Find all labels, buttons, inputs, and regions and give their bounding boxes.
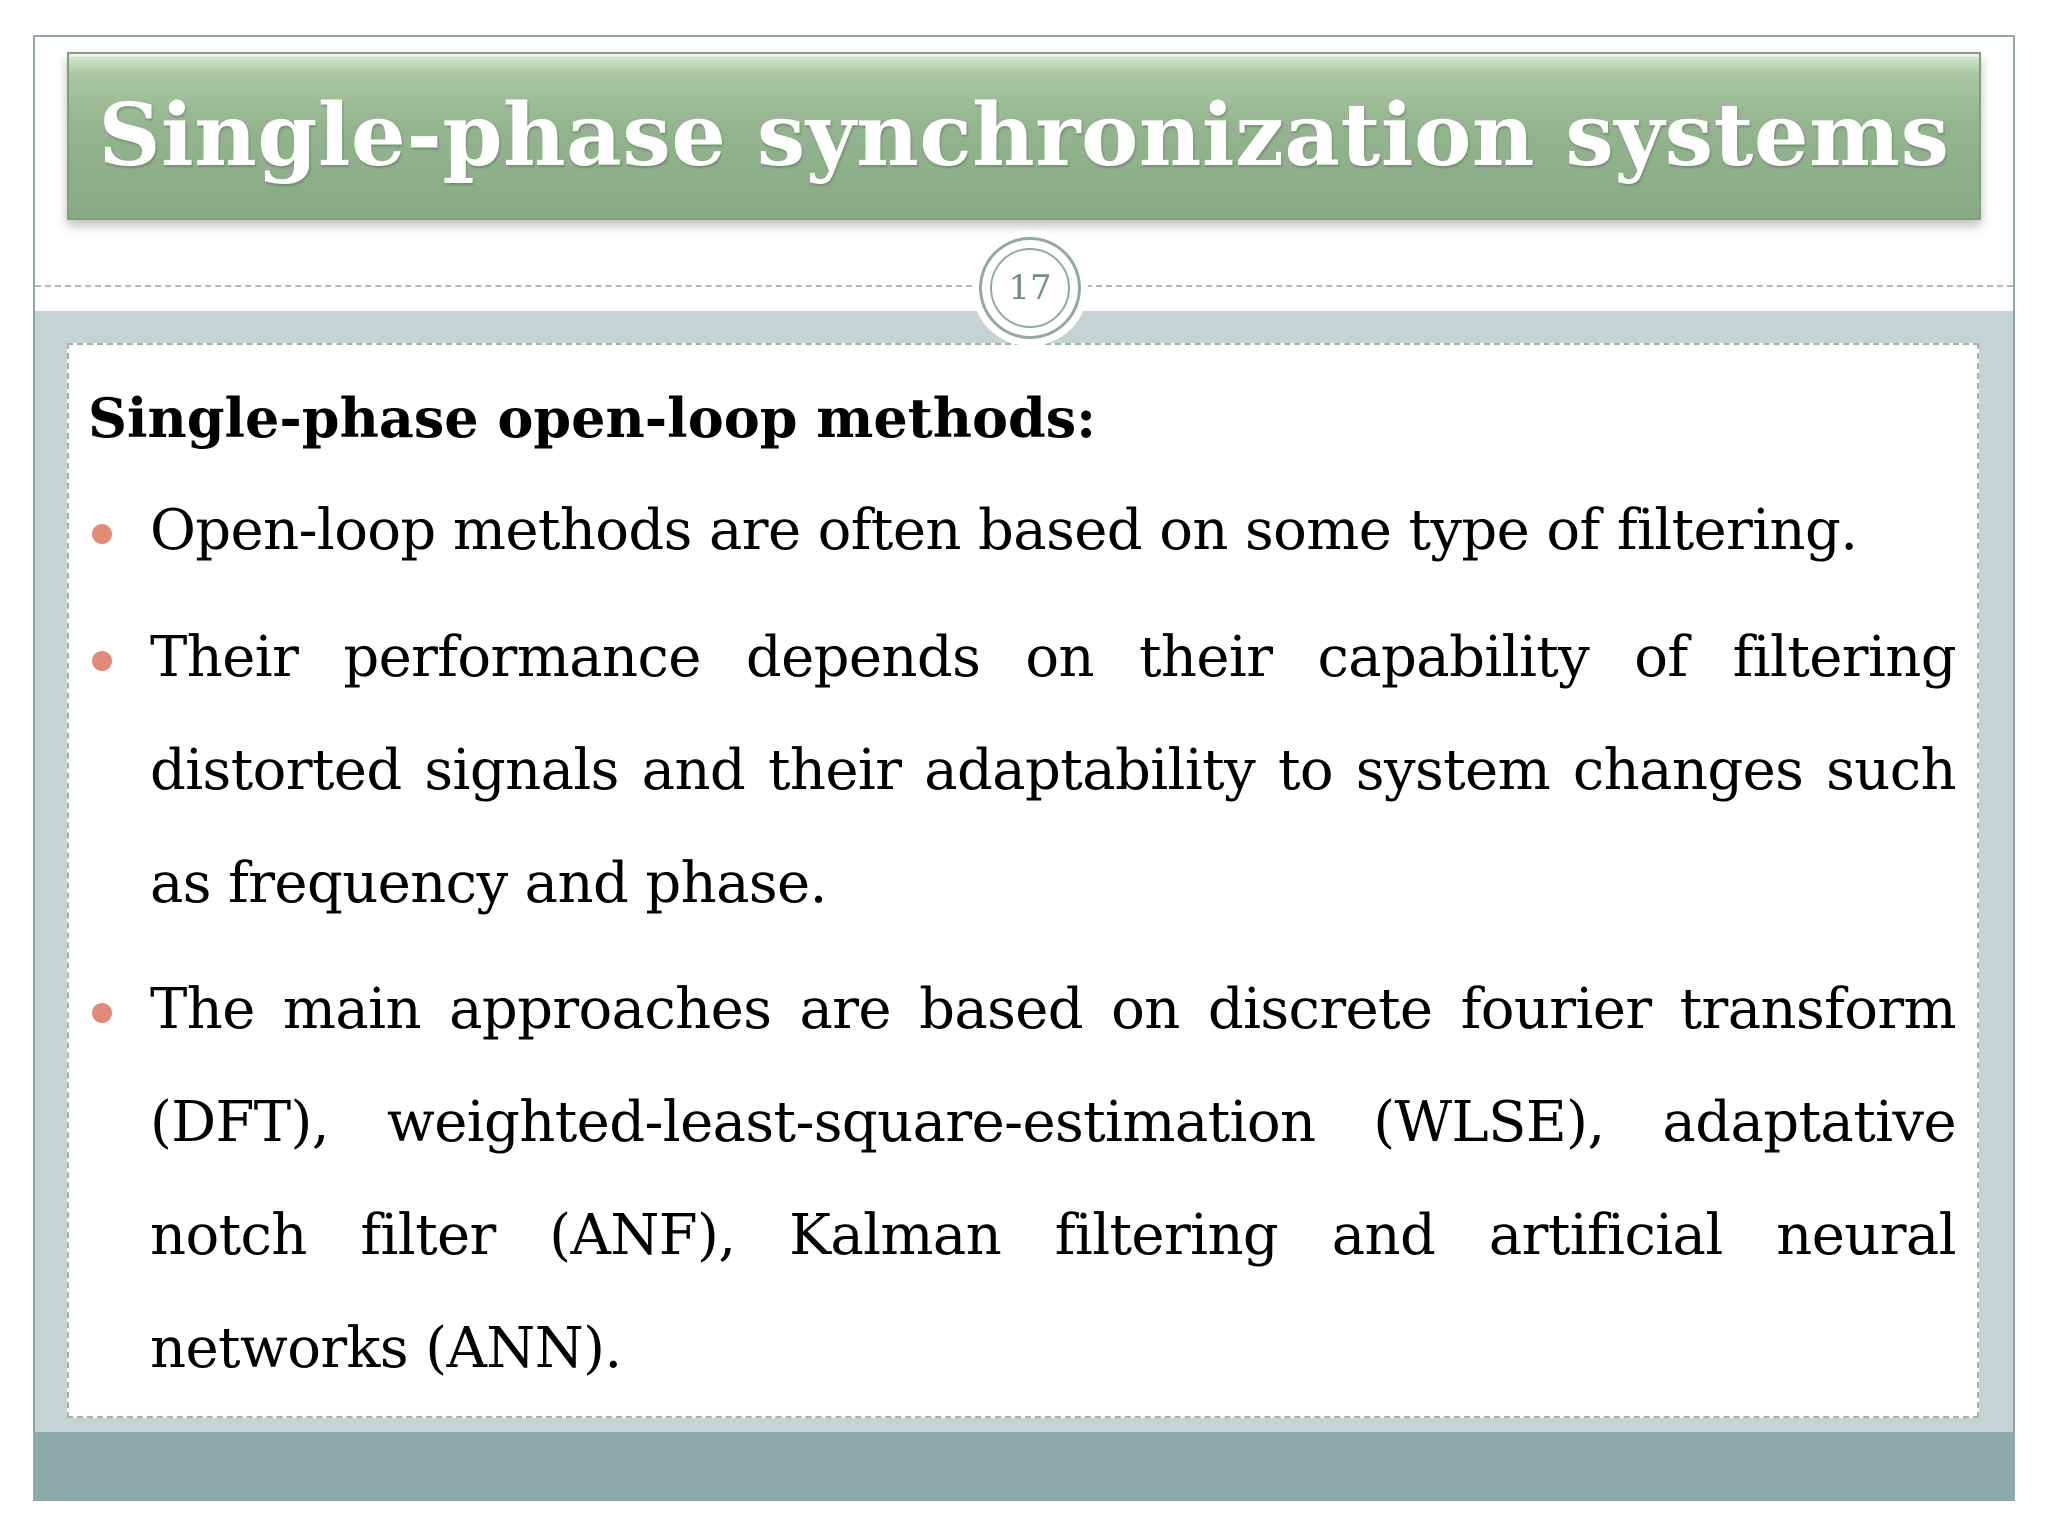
bullet-dot-icon [92, 1003, 112, 1023]
page-number-inner-ring [990, 248, 1070, 328]
bullet-item [88, 953, 1956, 1405]
bullet-text: Their performance depends on their capability of filtering distorted signals and their adaptability to system changes such as frequency and phase. [150, 625, 1956, 916]
bullet-list [88, 474, 1956, 1405]
bullet-item [88, 601, 1956, 940]
bullet-text: The main approaches are based on discrete fourier transform (DFT), weighted-least-square-estimation (WLSE), adaptative notch filter (ANF), Kalman filtering and artificial neural networks (ANN). [150, 977, 1956, 1381]
bullet-dot-icon [92, 524, 112, 544]
title-banner [67, 52, 1981, 220]
section-heading: Single-phase open-loop methods: [88, 386, 1097, 450]
slide-body [88, 378, 1956, 1418]
bullet-item [88, 474, 1956, 587]
footer-band [35, 1432, 2013, 1499]
bullet-dot-icon [92, 651, 112, 671]
slide-title: Single-phase synchronization systems [98, 85, 1950, 186]
page-number-badge [979, 237, 1081, 339]
bullet-text: Open-loop methods are often based on some type of filtering. [150, 498, 1858, 563]
page-number: 17 [1008, 268, 1052, 308]
